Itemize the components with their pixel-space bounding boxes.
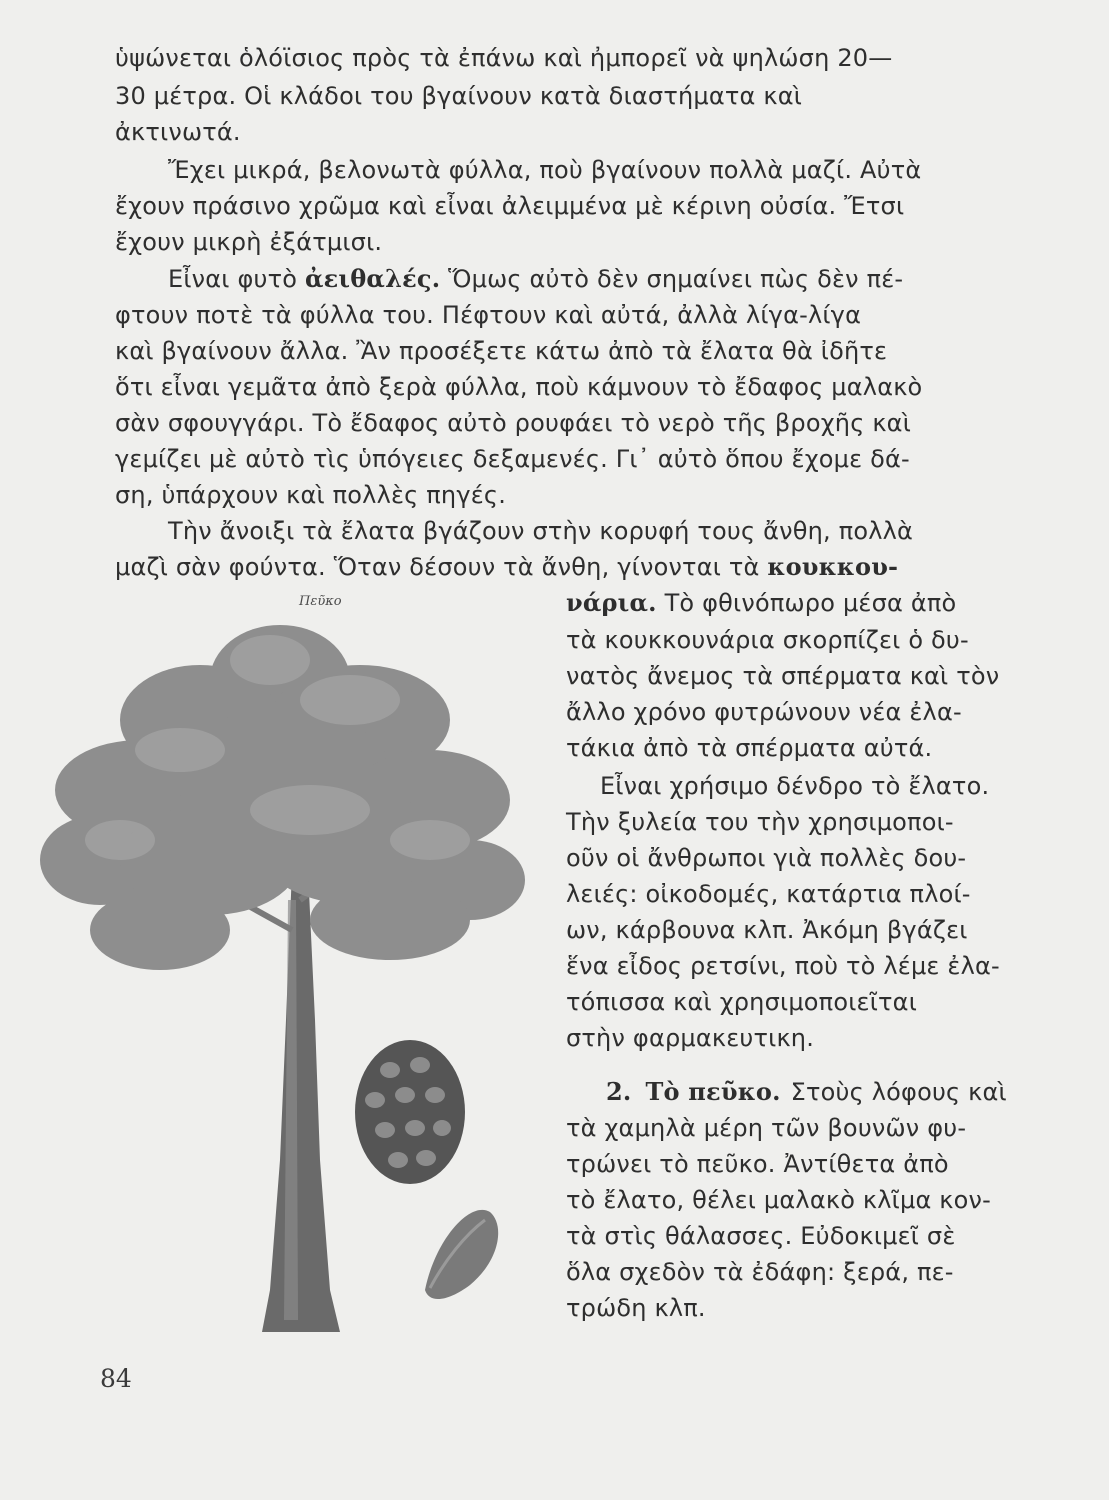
text-line: Εἶναι χρήσιμο δένδρο τὸ ἔλατο. bbox=[600, 772, 990, 800]
pine-seed-icon bbox=[425, 1210, 498, 1299]
text-line: Τὴν ἄνοιξι τὰ ἔλατα βγάζουν στὴν κορυφή τους ἄνθη, πολλὰ bbox=[168, 517, 914, 545]
text-line: ἄλλο χρόνο φυτρώνουν νέα ἐλα- bbox=[566, 698, 962, 726]
text-line: τὰ στὶς θάλασσες. Εὐδοκιμεῖ σὲ bbox=[566, 1222, 956, 1250]
text-line: ὑψώνεται ὁλόϊσιος πρὸς τὰ ἐπάνω καὶ ἠμπορεῖ νὰ ψηλώση 20— bbox=[115, 44, 893, 72]
text-line bbox=[168, 264, 904, 293]
text-line: νατὸς ἄνεμος τὰ σπέρματα καὶ τὸν bbox=[566, 662, 1000, 690]
text-line: τόπισσα καὶ χρησιμοποιεῖται bbox=[566, 988, 918, 1016]
text-line: ἕνα εἶδος ρετσίνι, ποὺ τὸ λέμε ἐλα- bbox=[566, 952, 1000, 980]
text-line: ὅλα σχεδὸν τὰ ἐδάφη: ξερά, πε- bbox=[566, 1258, 954, 1286]
text-line: Ἔχει μικρά, βελονωτὰ φύλλα, ποὺ βγαίνουν πολλὰ μαζί. Αὐτὰ bbox=[168, 156, 922, 184]
text-line: ση, ὑπάρχουν καὶ πολλὲς πηγές. bbox=[115, 481, 507, 509]
page-number: 84 bbox=[100, 1364, 132, 1393]
text-line bbox=[566, 588, 957, 617]
text-line: σὰν σφουγγάρι. Τὸ ἔδαφος αὐτὸ ρουφάει τὸ νερὸ τῆς βροχῆς καὶ bbox=[115, 409, 912, 437]
text-line: ἔχουν μικρὴ ἐξάτμισι. bbox=[115, 228, 383, 256]
text-run: Τὸ φθινόπωρο μέσα ἀπὸ bbox=[656, 589, 957, 617]
text-line: τὰ κουκκουνάρια σκορπίζει ὁ δυ- bbox=[566, 626, 969, 654]
text-line: τὰ χαμηλὰ μέρη τῶν βουνῶν φυ- bbox=[566, 1114, 967, 1142]
text-run: μαζὶ σὰν φούντα. Ὅταν δέσουν τὰ ἄνθη, γίνονται τὰ bbox=[115, 553, 768, 581]
text-run: Στοὺς λόφους καὶ bbox=[790, 1078, 1007, 1106]
text-line: τρώνει τὸ πεῦκο. Ἀντίθετα ἀπὸ bbox=[566, 1150, 949, 1178]
text-line: τάκια ἀπὸ τὰ σπέρματα αὐτά. bbox=[566, 734, 933, 762]
pine-tree-illustration bbox=[30, 600, 550, 1340]
text-run: Ὅμως αὐτὸ δὲν σημαίνει πὼς δὲν πέ- bbox=[440, 265, 904, 293]
text-line: Τὴν ξυλεία του τὴν χρησιμοποι- bbox=[566, 808, 954, 836]
text-line: ἀκτινωτά. bbox=[115, 118, 241, 146]
term-evergreen: ἀειθαλές. bbox=[304, 264, 441, 293]
section-number: 2. bbox=[606, 1077, 632, 1106]
text-line: 30 μέτρα. Οἱ κλάδοι του βγαίνουν κατὰ διαστήματα καὶ bbox=[115, 82, 803, 110]
text-line: τρώδη κλπ. bbox=[566, 1294, 706, 1322]
section-heading bbox=[606, 1077, 1007, 1106]
text-line: ἔχουν πράσινο χρῶμα καὶ εἶναι ἀλειμμένα μὲ κέρινη οὐσία. Ἔτσι bbox=[115, 192, 905, 220]
term-cones: νάρια. bbox=[566, 588, 657, 617]
text-line: γεμίζει μὲ αὐτὸ τὶς ὑπόγειες δεξαμενές. Γι᾿ αὐτὸ ὅπου ἔχομε δά- bbox=[115, 445, 910, 473]
figure-caption: Πεῦκο bbox=[299, 594, 342, 609]
text-line: φτουν ποτὲ τὰ φύλλα του. Πέφτουν καὶ αὐτά, ἀλλὰ λίγα-λίγα bbox=[115, 301, 862, 329]
text-run: Εἶναι φυτὸ bbox=[168, 265, 305, 293]
text-line: λειές: οἰκοδομές, κατάρτια πλοί- bbox=[566, 880, 971, 908]
text-line: ων, κάρβουνα κλπ. Ἀκόμη βγάζει bbox=[566, 916, 968, 944]
pine-tree-icon bbox=[40, 625, 525, 1332]
text-line: οῦν οἱ ἄνθρωποι γιὰ πολλὲς δου- bbox=[566, 844, 967, 872]
section-title: Τὸ πεῦκο. bbox=[645, 1077, 781, 1106]
text-line: τὸ ἔλατο, θέλει μαλακὸ κλῖμα κον- bbox=[566, 1186, 991, 1214]
text-line: στὴν φαρμακευτικη. bbox=[566, 1024, 815, 1052]
term-cones: κουκκου- bbox=[767, 552, 899, 581]
text-line bbox=[115, 552, 899, 581]
text-line: καὶ βγαίνουν ἄλλα. Ἂν προσέξετε κάτω ἀπὸ τὰ ἔλατα θὰ ἰδῆτε bbox=[115, 337, 888, 365]
pine-cone-icon bbox=[355, 1040, 465, 1184]
text-line: ὅτι εἶναι γεμᾶτα ἀπὸ ξερὰ φύλλα, ποὺ κάμνουν τὸ ἔδαφος μαλακὸ bbox=[115, 373, 923, 401]
